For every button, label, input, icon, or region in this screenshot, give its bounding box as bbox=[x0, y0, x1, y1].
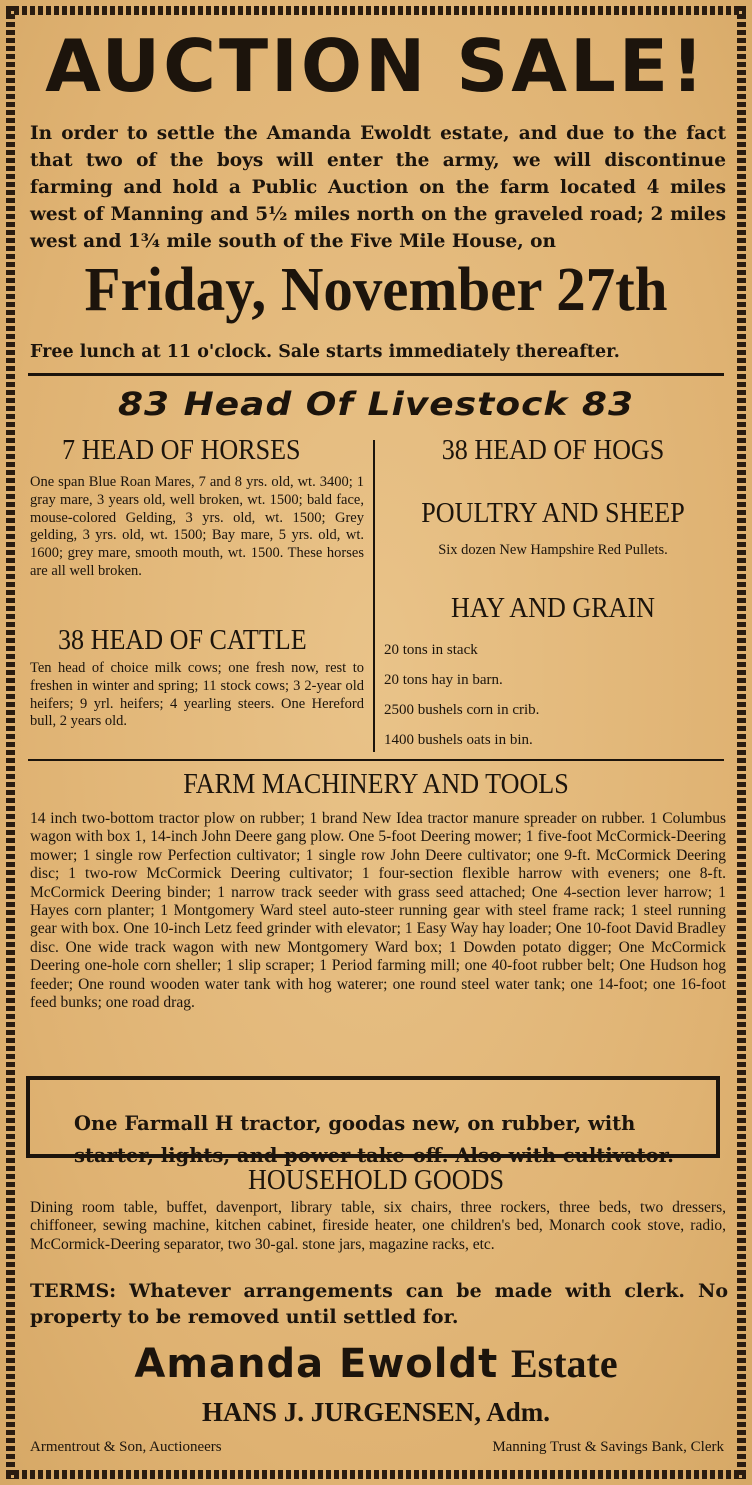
tractor-box bbox=[26, 1076, 720, 1167]
hay-item: 2500 bushels corn in crib. bbox=[384, 702, 540, 718]
hay-list bbox=[384, 635, 722, 755]
cattle-heading: 38 HEAD OF CATTLE bbox=[58, 624, 307, 656]
poultry-body: Six dozen New Hampshire Red Pullets. bbox=[438, 542, 668, 558]
machinery-heading: FARM MACHINERY AND TOOLS bbox=[183, 768, 569, 800]
estate-signature bbox=[20, 1336, 732, 1392]
terms: TERMS: Whatever arrangements can be made with clerk. No property to be removed until settled for. bbox=[30, 1280, 728, 1328]
hay-item: 20 tons in stack bbox=[384, 642, 478, 658]
hay-item: 20 tons hay in barn. bbox=[384, 672, 503, 688]
household-heading: HOUSEHOLD GOODS bbox=[248, 1164, 504, 1196]
clerk: Manning Trust & Savings Bank, Clerk bbox=[492, 1439, 724, 1455]
poultry-heading: POULTRY AND SHEEP bbox=[421, 497, 685, 529]
lunch-note: Free lunch at 11 o'clock. Sale starts immediately thereafter. bbox=[30, 342, 620, 362]
hay-item: 1400 bushels oats in bin. bbox=[384, 732, 533, 748]
estate-word: Estate bbox=[510, 1341, 618, 1386]
machinery-body: 14 inch two-bottom tractor plow on rubber; 1 brand New Idea tractor manure spreader on rubber. 1 Columbus wagon with box 1, 14-inch John Deere gang plow. One 5-foot Deering mower; 1 five-foot McCormick-Deering mower; 1 single row Perfection cultivator; 1 single row John Deere cultivator; one 9-ft. McCormick Deering disc; 1 two-row McCormick Deering cultivator; 1 four-section flexible harrow with eveners; one 8-ft. McCormick Deering binder; 1 narrow track seeder with grass seed attached; One 4-section lever harrow; 1 Hayes corn planter; 1 Montgomery Ward steel auto-steer running gear with steel frame rack; 1 steel running gear with box. One 10-inch Letz feed grinder with elevator; 1 Easy Way hay loader; One 10-foot David Bradley disc. One wide track wagon with new Montgomery Ward box; 1 Dowden potato digger; One McCormick Deering one-hole corn sheller; 1 slip scraper; 1 Period farming mill; one 40-foot rubber belt; One Hudson hog feeder; One round wooden water tank with hog waterer; one round steel water tank; one 14-foot; one 16-foot feed bunks; one road drag. bbox=[30, 810, 726, 1012]
estate-name: Amanda Ewoldt bbox=[134, 1341, 499, 1387]
sale-date: Friday, November 27th bbox=[84, 256, 668, 324]
cattle-body: Ten head of choice milk cows; one fresh now, rest to freshen in winter and spring; 11 stock cows; 3 2-year old heifers; 9 yrl. heifers; 4 yearling steers. One Hereford bull, 2 years old. bbox=[30, 660, 364, 730]
divider-top bbox=[28, 373, 724, 376]
administrator: HANS J. JURGENSEN, Adm. bbox=[201, 1397, 551, 1427]
livestock-heading: 83 Head Of Livestock 83 bbox=[117, 386, 634, 423]
horses-heading: 7 HEAD OF HORSES bbox=[62, 434, 301, 466]
horses-body: One span Blue Roan Mares, 7 and 8 yrs. old, wt. 3400; 1 gray mare, 3 years old, well broken, wt. 1500; bald face, mouse-colored Gelding, 3 yrs. old, wt. 1500; Grey gelding, 3 yrs. old, wt. 1500; Bay mare, 5 yrs. old, wt. 1600; grey mare, smooth mouth, wt. 1500. These horses are all well broken. bbox=[30, 474, 364, 579]
intro-paragraph: In order to settle the Amanda Ewoldt estate, and due to the fact that two of the boys will enter the army, we will discontinue farming and hold a Public Auction on the farm located 4 miles west of Manning and 5½ miles north on the graveled road; 2 miles west and 1¾ mile south of the Five Mile House, on bbox=[30, 123, 726, 252]
border-left bbox=[6, 6, 15, 1479]
border-bottom bbox=[6, 1470, 746, 1479]
hogs-heading: 38 HEAD OF HOGS bbox=[441, 434, 665, 466]
border-right bbox=[737, 6, 746, 1479]
border-top bbox=[6, 6, 746, 15]
hay-heading: HAY AND GRAIN bbox=[451, 592, 655, 624]
column-divider bbox=[373, 440, 375, 752]
headline: AUCTION SALE! bbox=[45, 24, 707, 108]
household-body: Dining room table, buffet, davenport, library table, six chairs, three rockers, three beds, two dressers, chiffoneer, sewing machine, kitchen cabinet, fireside heater, one children's bed, Monarch cook stove, radio, McCormick-Deering separator, two 30-gal. stone jars, magazine racks, etc. bbox=[30, 1199, 726, 1253]
auctioneers: Armentrout & Son, Auctioneers bbox=[30, 1439, 222, 1455]
divider-machinery bbox=[28, 759, 724, 761]
tractor-text: One Farmall H tractor, goodas new, on rubber, with starter, lights, and power take-off. Also with cultivator. bbox=[74, 1111, 674, 1167]
